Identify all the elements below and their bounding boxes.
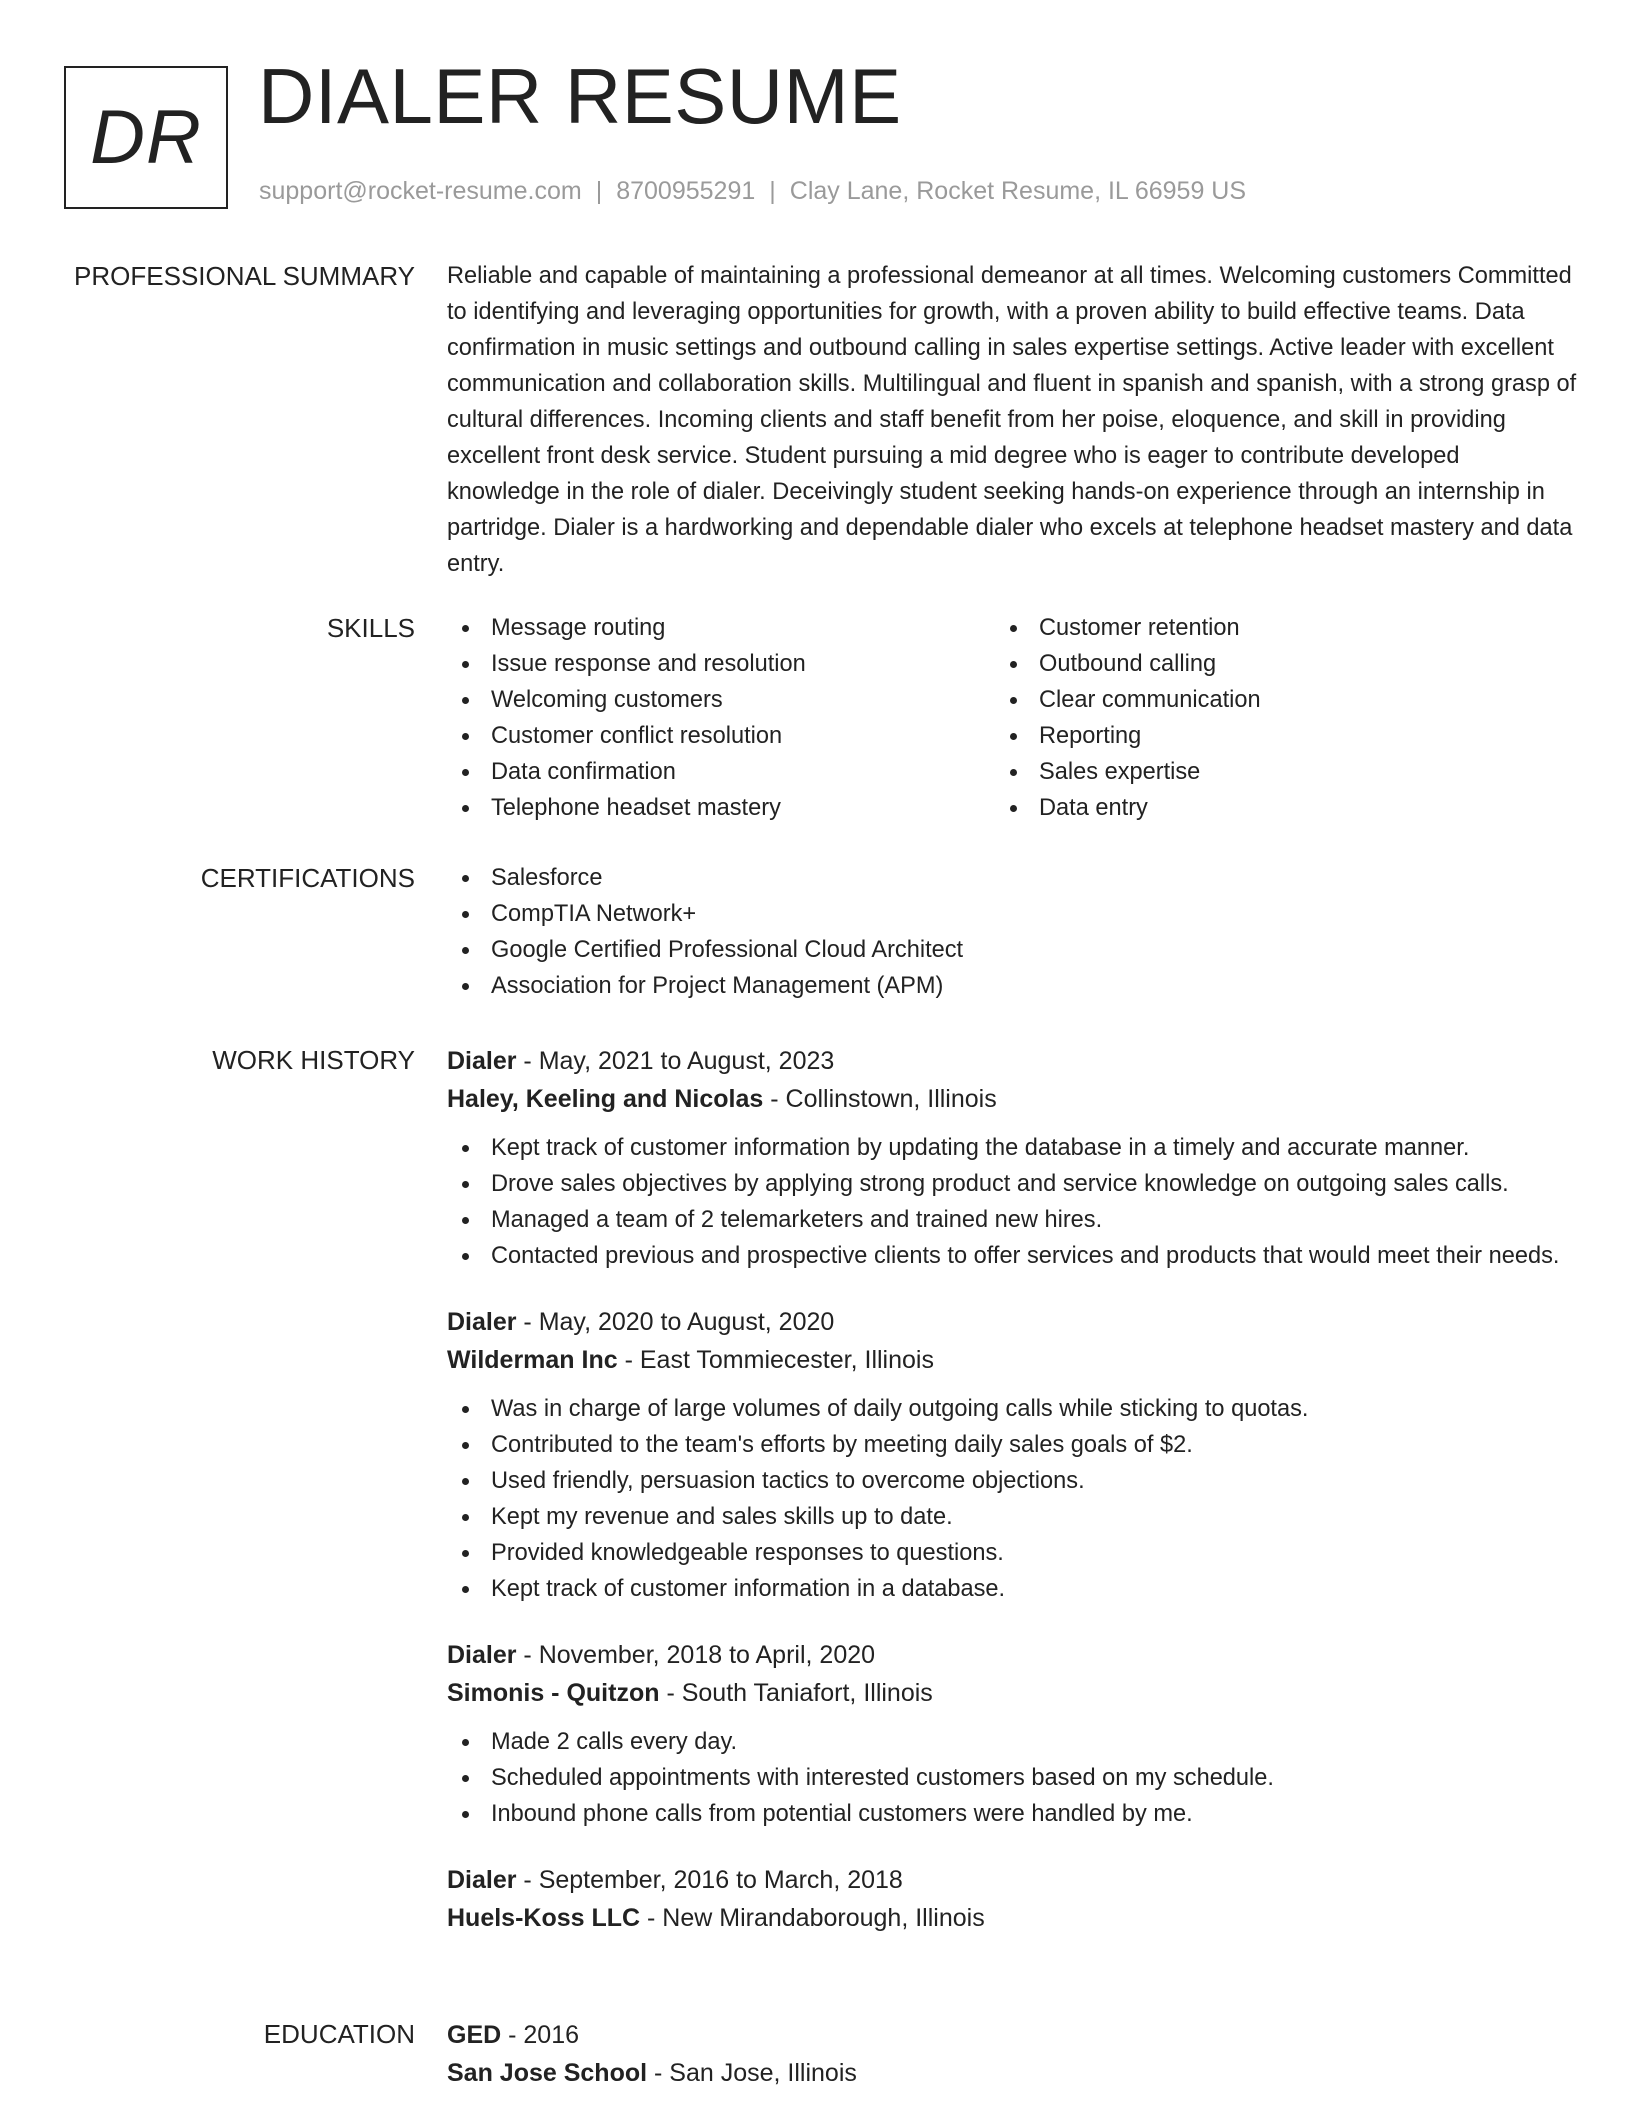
job-dates: - May, 2021 to August, 2023 xyxy=(516,1047,835,1075)
job-employer-line xyxy=(447,1341,1577,1379)
job-location: - New Mirandaborough, Illinois xyxy=(640,1904,985,1932)
job-bullets xyxy=(447,1130,1577,1274)
job-company: Wilderman Inc xyxy=(447,1346,618,1374)
job-location: - Collinstown, Illinois xyxy=(763,1085,997,1113)
certification-item: Salesforce xyxy=(447,860,1577,896)
education-degree: GED xyxy=(447,2021,502,2049)
certifications-list xyxy=(447,860,1577,1004)
job-entry xyxy=(447,1042,1577,1274)
skills-list-left xyxy=(447,610,995,826)
job-company: Simonis - Quitzon xyxy=(447,1679,660,1707)
skill-item: Issue response and resolution xyxy=(447,646,995,682)
job-employer-line xyxy=(447,1674,1577,1712)
job-bullet: Made 2 calls every day. xyxy=(447,1724,1577,1760)
section-title-work-history: WORK HISTORY xyxy=(212,1045,415,1075)
job-location: - East Tommiecester, Illinois xyxy=(617,1346,934,1374)
skill-item: Data entry xyxy=(995,790,1543,826)
job-bullet: Kept track of customer information in a database. xyxy=(447,1571,1577,1607)
job-entry xyxy=(447,1636,1577,1832)
contact-separator: | xyxy=(595,177,603,205)
skill-item: Outbound calling xyxy=(995,646,1543,682)
job-role: Dialer xyxy=(447,1308,517,1336)
job-entry xyxy=(447,1861,1577,1937)
job-bullets xyxy=(447,1724,1577,1832)
job-bullet: Contacted previous and prospective clients to offer services and products that would meet their needs. xyxy=(447,1238,1577,1274)
job-role: Dialer xyxy=(447,1047,517,1075)
skill-item: Welcoming customers xyxy=(447,682,995,718)
skill-item: Clear communication xyxy=(995,682,1543,718)
job-bullet: Contributed to the team's efforts by meeting daily sales goals of $2. xyxy=(447,1427,1577,1463)
job-role: Dialer xyxy=(447,1641,517,1669)
job-bullet: Kept my revenue and sales skills up to date. xyxy=(447,1499,1577,1535)
job-bullet: Managed a team of 2 telemarketers and trained new hires. xyxy=(447,1202,1577,1238)
job-title-line xyxy=(447,1861,1577,1899)
contact-email: support@rocket-resume.com xyxy=(259,177,582,205)
job-dates: - November, 2018 to April, 2020 xyxy=(516,1641,876,1669)
skill-item: Customer conflict resolution xyxy=(447,718,995,754)
job-company: Huels-Koss LLC xyxy=(447,1904,641,1932)
contact-separator: | xyxy=(769,177,776,205)
education-body xyxy=(447,2016,1577,2092)
skills-body xyxy=(447,610,1577,826)
job-title-line xyxy=(447,1042,1577,1080)
section-title-education: EDUCATION xyxy=(263,2019,415,2049)
education-school-line xyxy=(447,2054,1577,2092)
job-employer-line xyxy=(447,1899,1577,1937)
skill-item: Telephone headset mastery xyxy=(447,790,995,826)
skill-item: Message routing xyxy=(447,610,995,646)
summary-body xyxy=(447,258,1577,582)
job-bullet: Drove sales objectives by applying strong product and service knowledge on outgoing sales calls. xyxy=(447,1166,1577,1202)
certification-item: CompTIA Network+ xyxy=(447,896,1577,932)
job-role: Dialer xyxy=(447,1866,517,1894)
job-bullet: Used friendly, persuasion tactics to overcome objections. xyxy=(447,1463,1577,1499)
skill-item: Reporting xyxy=(995,718,1543,754)
work-history-body xyxy=(447,1042,1577,1937)
resume-title: DIALER RESUME xyxy=(258,52,902,140)
job-dates: - September, 2016 to March, 2018 xyxy=(516,1866,903,1894)
contact-line xyxy=(259,176,1246,206)
education-degree-line xyxy=(447,2016,1577,2054)
job-entry xyxy=(447,1303,1577,1607)
monogram-initials: DR xyxy=(90,94,202,180)
section-title-summary: PROFESSIONAL SUMMARY xyxy=(74,261,415,291)
summary-text: Reliable and capable of maintaining a professional demeanor at all times. Welcoming customers Committed to identifying and leveraging opportunities for growth, with a proven ability to build effective teams. Data confirmation in music settings and outbound calling in sales expertise settings. Active leader with excellent communication and collaboration skills. Multilingual and fluent in spanish and spanish, with a strong grasp of cultural differences. Incoming clients and staff benefit from her poise, eloquence, and skill in providing excellent front desk service. Student pursuing a mid degree who is eager to contribute developed knowledge in the role of dialer. Deceivingly student seeking hands-on experience through an internship in partridge. Dialer is a hardworking and dependable dialer who excels at telephone headset mastery and data entry. xyxy=(447,263,1577,577)
certification-item: Google Certified Professional Cloud Architect xyxy=(447,932,1577,968)
section-title-skills: SKILLS xyxy=(326,613,415,643)
job-bullet: Scheduled appointments with interested customers based on my schedule. xyxy=(447,1760,1577,1796)
education-location: - San Jose, Illinois xyxy=(647,2059,857,2087)
job-title-line xyxy=(447,1303,1577,1341)
job-dates: - May, 2020 to August, 2020 xyxy=(516,1308,835,1336)
contact-phone: 8700955291 xyxy=(616,177,756,205)
certification-item: Association for Project Management (APM) xyxy=(447,968,1577,1004)
monogram-badge xyxy=(64,66,228,209)
education-year: - 2016 xyxy=(501,2021,580,2049)
certifications-body xyxy=(447,860,1577,1004)
contact-address: Clay Lane, Rocket Resume, IL 66959 US xyxy=(789,177,1247,205)
skill-item: Customer retention xyxy=(995,610,1543,646)
job-title-line xyxy=(447,1636,1577,1674)
job-location: - South Taniafort, Illinois xyxy=(659,1679,933,1707)
skill-item: Sales expertise xyxy=(995,754,1543,790)
job-bullet: Inbound phone calls from potential customers were handled by me. xyxy=(447,1796,1577,1832)
skills-list-right xyxy=(995,610,1543,826)
education-school: San Jose School xyxy=(447,2059,648,2087)
job-company: Haley, Keeling and Nicolas xyxy=(447,1085,764,1113)
job-bullets xyxy=(447,1391,1577,1607)
job-employer-line xyxy=(447,1080,1577,1118)
job-bullet: Kept track of customer information by updating the database in a timely and accurate manner. xyxy=(447,1130,1577,1166)
job-bullet: Provided knowledgeable responses to questions. xyxy=(447,1535,1577,1571)
job-bullet: Was in charge of large volumes of daily outgoing calls while sticking to quotas. xyxy=(447,1391,1577,1427)
skill-item: Data confirmation xyxy=(447,754,995,790)
section-title-certifications: CERTIFICATIONS xyxy=(200,863,415,893)
